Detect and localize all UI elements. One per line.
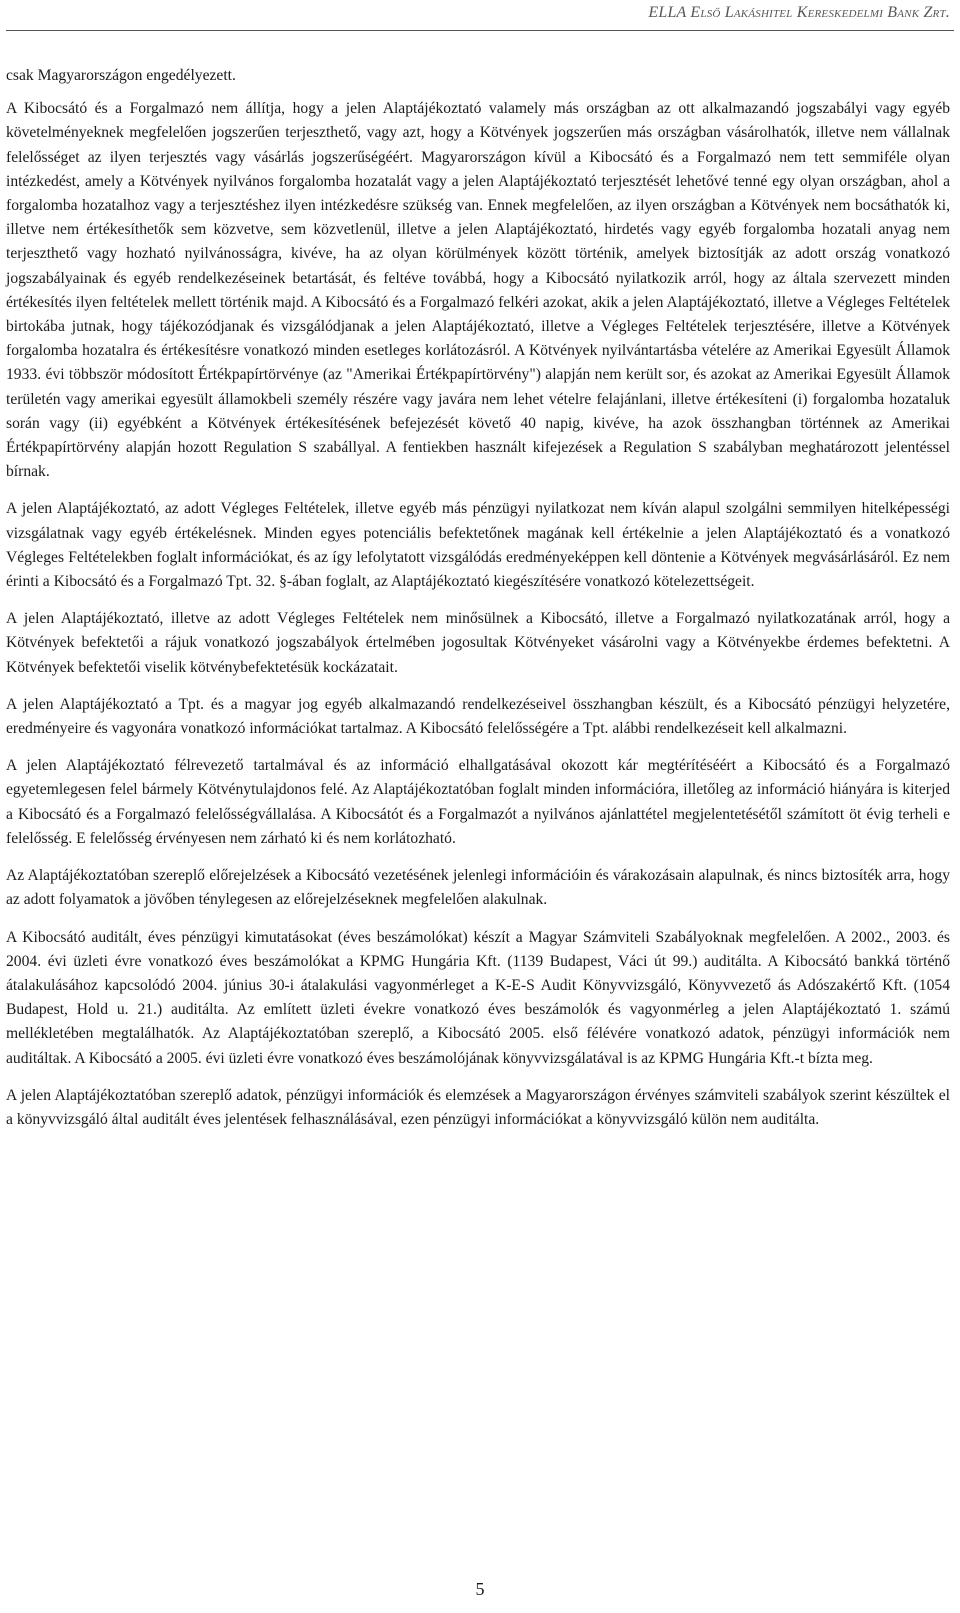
running-header: ELLA Első Lakáshitel Kereskedelmi Bank Zrt.: [648, 4, 950, 21]
paragraph-continuation: csak Magyarországon engedélyezett.: [6, 67, 236, 84]
paragraph-legal-basis: A jelen Alaptájékoztató a Tpt. és a magyar jog egyéb alkalmazandó rendelkezéseivel összhangban készült, és a Kibocsátó pénzügyi helyzetére, eredményeire és vagyonára vonatkozó információkat tartalmaz. A Kibocsátó felelősségére a Tpt. alábbi rendelkezéseit kell alkalmazni.: [6, 695, 950, 738]
paragraph-forecasts: Az Alaptájékoztatóban szereplő előrejelzések a Kibocsátó vezetésének jelenlegi információin és várakozásain alapulnak, és nincs biztosíték arra, hogy az adott folyamatok a jövőben ténylegesen az előrejelzéseknek megfelelően alakulnak.: [6, 867, 950, 909]
paragraph-investor-eligibility: A jelen Alaptájékoztató, illetve az adott Végleges Feltételek nem minősülnek a Kibocsátó, illetve a Forgalmazó nyilatkozatának arról, hogy a Kötvények befektetői a rájuk vonatkozó jogszabályok értelmében jogosultak Kötvényeket vásárolni vagy a Kötvényekbe érdemes befektetni. A Kötvények befektetői viselik kötvénybefektetésük kockázatait.: [6, 610, 950, 676]
paragraph-financial-info: A jelen Alaptájékoztatóban szereplő adatok, pénzügyi információk és elemzések a Magyarországon érvényes számviteli szabályok szerint készültek el a könyvvizsgáló által auditált éves jelentések felhasználásával, ezen pénzügyi információkat a könyvvizsgáló külön nem auditálta.: [6, 1086, 950, 1128]
paragraph-liability: A jelen Alaptájékoztató félrevezető tartalmával és az információ elhallgatásával okozott kár megtérítéséért a Kibocsátó és a Forgalmazó egyetemlegesen felel bármely Kötvénytulajdonos felé. Az Alaptájékoztatóban foglalt minden információra, illetőleg az információ hiányára is kiterjed a Kibocsátó és a Forgalmazó felelősségvállalása. A Kibocsátót és a Forgalmazót a nyilvános ajánlattétel megjelentetésétől számított öt évig terheli e felelősség. E felelősség érvényesen nem zárható ki és nem korlátozható.: [6, 757, 950, 847]
header-divider: [6, 30, 954, 31]
paragraph-audit: A Kibocsátó auditált, éves pénzügyi kimutatásokat (éves beszámolókat) készít a Magyar Számviteli Szabályoknak megfelelően. A 2002., 2003. és 2004. évi üzleti évre vonatkozó éves beszámolókat a KPMG Hungária Kft. (1139 Budapest, Váci út 99.) auditálta. A Kibocsátó bankká történő átalakulásához kapcsolódó 2004. június 30-i átalakulási vagyonmérleget a K-E-S Audit Könyvvizsgáló, Könyvvezető ás Adószakértő Kft. (1054 Budapest, Hold u. 21.) auditálta. Az említett üzleti évekre vonatkozó éves beszámolók és vagyonmérleg a jelen Alaptájékoztató 1. számú mellékletében megtalálhatók. Az Alaptájékoztatóban szereplő, a Kibocsátó 2005. első félévére vonatkozó adatok, pénzügyi információk nem auditáltak. A Kibocsátó a 2005. évi üzleti évre vonatkozó éves beszámolójának könyvvizsgálatával is az KPMG Hungária Kft.-t bízta meg.: [6, 928, 950, 1067]
page-number: 5: [475, 1579, 485, 1599]
paragraph-distribution-restrictions: A Kibocsátó és a Forgalmazó nem állítja, hogy a jelen Alaptájékoztató valamely más országban az ott alkalmazandó jogszabályi vagy egyéb követelményeknek megfelelően jogszerűen terjeszthető, vagy azt, hogy a Kötvények jogszerűen más országban vásárolhatók, illetve nem vállalnak felelősséget az ilyen terjesztés vagy vásárlás jogszerűségéért. Magyarországon kívül a Kibocsátó és a Forgalmazó nem tett semmiféle olyan intézkedést, amely a Kötvények nyilvános forgalomba hozatalát vagy a jelen Alaptájékoztató terjesztését lehetővé tenné egy olyan országban, ahol a forgalomba hozatalhoz vagy a terjesztéshez ilyen intézkedésre szükség van. Ennek megfelelően, az ilyen országban a Kötvények nem bocsáthatók ki, illetve nem értékesíthetők sem közvetve, sem közvetlenül, illetve a jelen Alaptájékoztató, hirdetés vagy egyéb forgalomba hozatali anyag nem terjeszthető vagy hozható nyilvánosságra, kivéve, ha az olyan körülmények között történik, amelyek biztosítják az adott ország vonatkozó jogszabályainak és egyéb rendelkezéseinek betartását, és feltéve továbbá, hogy a Kibocsátó nyilatkozik arról, hogy az általa szervezett minden értékesítés ilyen feltételek mellett történik majd. A Kibocsátó és a Forgalmazó felkéri azokat, akik a jelen Alaptájékoztató, illetve a Végleges Feltételek birtokába jutnak, hogy tájékozódjanak és vizsgálódjanak a jelen Alaptájékoztató, illetve a Végleges Feltételek terjesztésére, illetve a Kötvények forgalomba hozatalra és értékesítésre vonatkozó minden esetleges korlátozásról. A Kötvények nyilvántartásba vételére az Amerikai Egyesült Államok 1933. évi többször módosított Értékpapírtörvénye (az "Amerikai Értékpapírtörvény") alapján nem került sor, és azokat az Amerikai Egyesült Államok területén vagy amerikai egyesült államokbeli személy részére vagy javára nem lehet vételre felajánlani, illetve értékesíteni (i) forgalomba hozataluk során vagy (ii) egyébként a Kötvények értékesítésének befejezését követő 40 napig, kivéve, ha azok összhangban történnek az Amerikai Értékpapírtörvény alapján hozott Regulation S szabállyal. A fentiekben használt kifejezések a Regulation S szabályban meghatározott jelentéssel bírnak.: [6, 100, 950, 481]
body-text: [6, 64, 950, 1145]
paragraph-credit-assessment: A jelen Alaptájékoztató, az adott Végleges Feltételek, illetve egyéb más pénzügyi nyilatkozat nem kíván alapul szolgálni semmilyen hitelképességi vizsgálatnak vagy egyéb értékelésnek. Minden egyes potenciális befektetőnek magának kell értékelnie a jelen Alaptájékoztató és a vonatkozó Végleges Feltételekben foglalt információkat, és az így lefolytatott vizsgálódás eredményeképpen kell döntenie a Kötvények megvásárlásáról. Ez nem érinti a Kibocsátó és a Forgalmazó Tpt. 32. §-ában foglalt, az Alaptájékoztató kiegészítésére vonatkozó kötelezettségeit.: [6, 500, 950, 591]
